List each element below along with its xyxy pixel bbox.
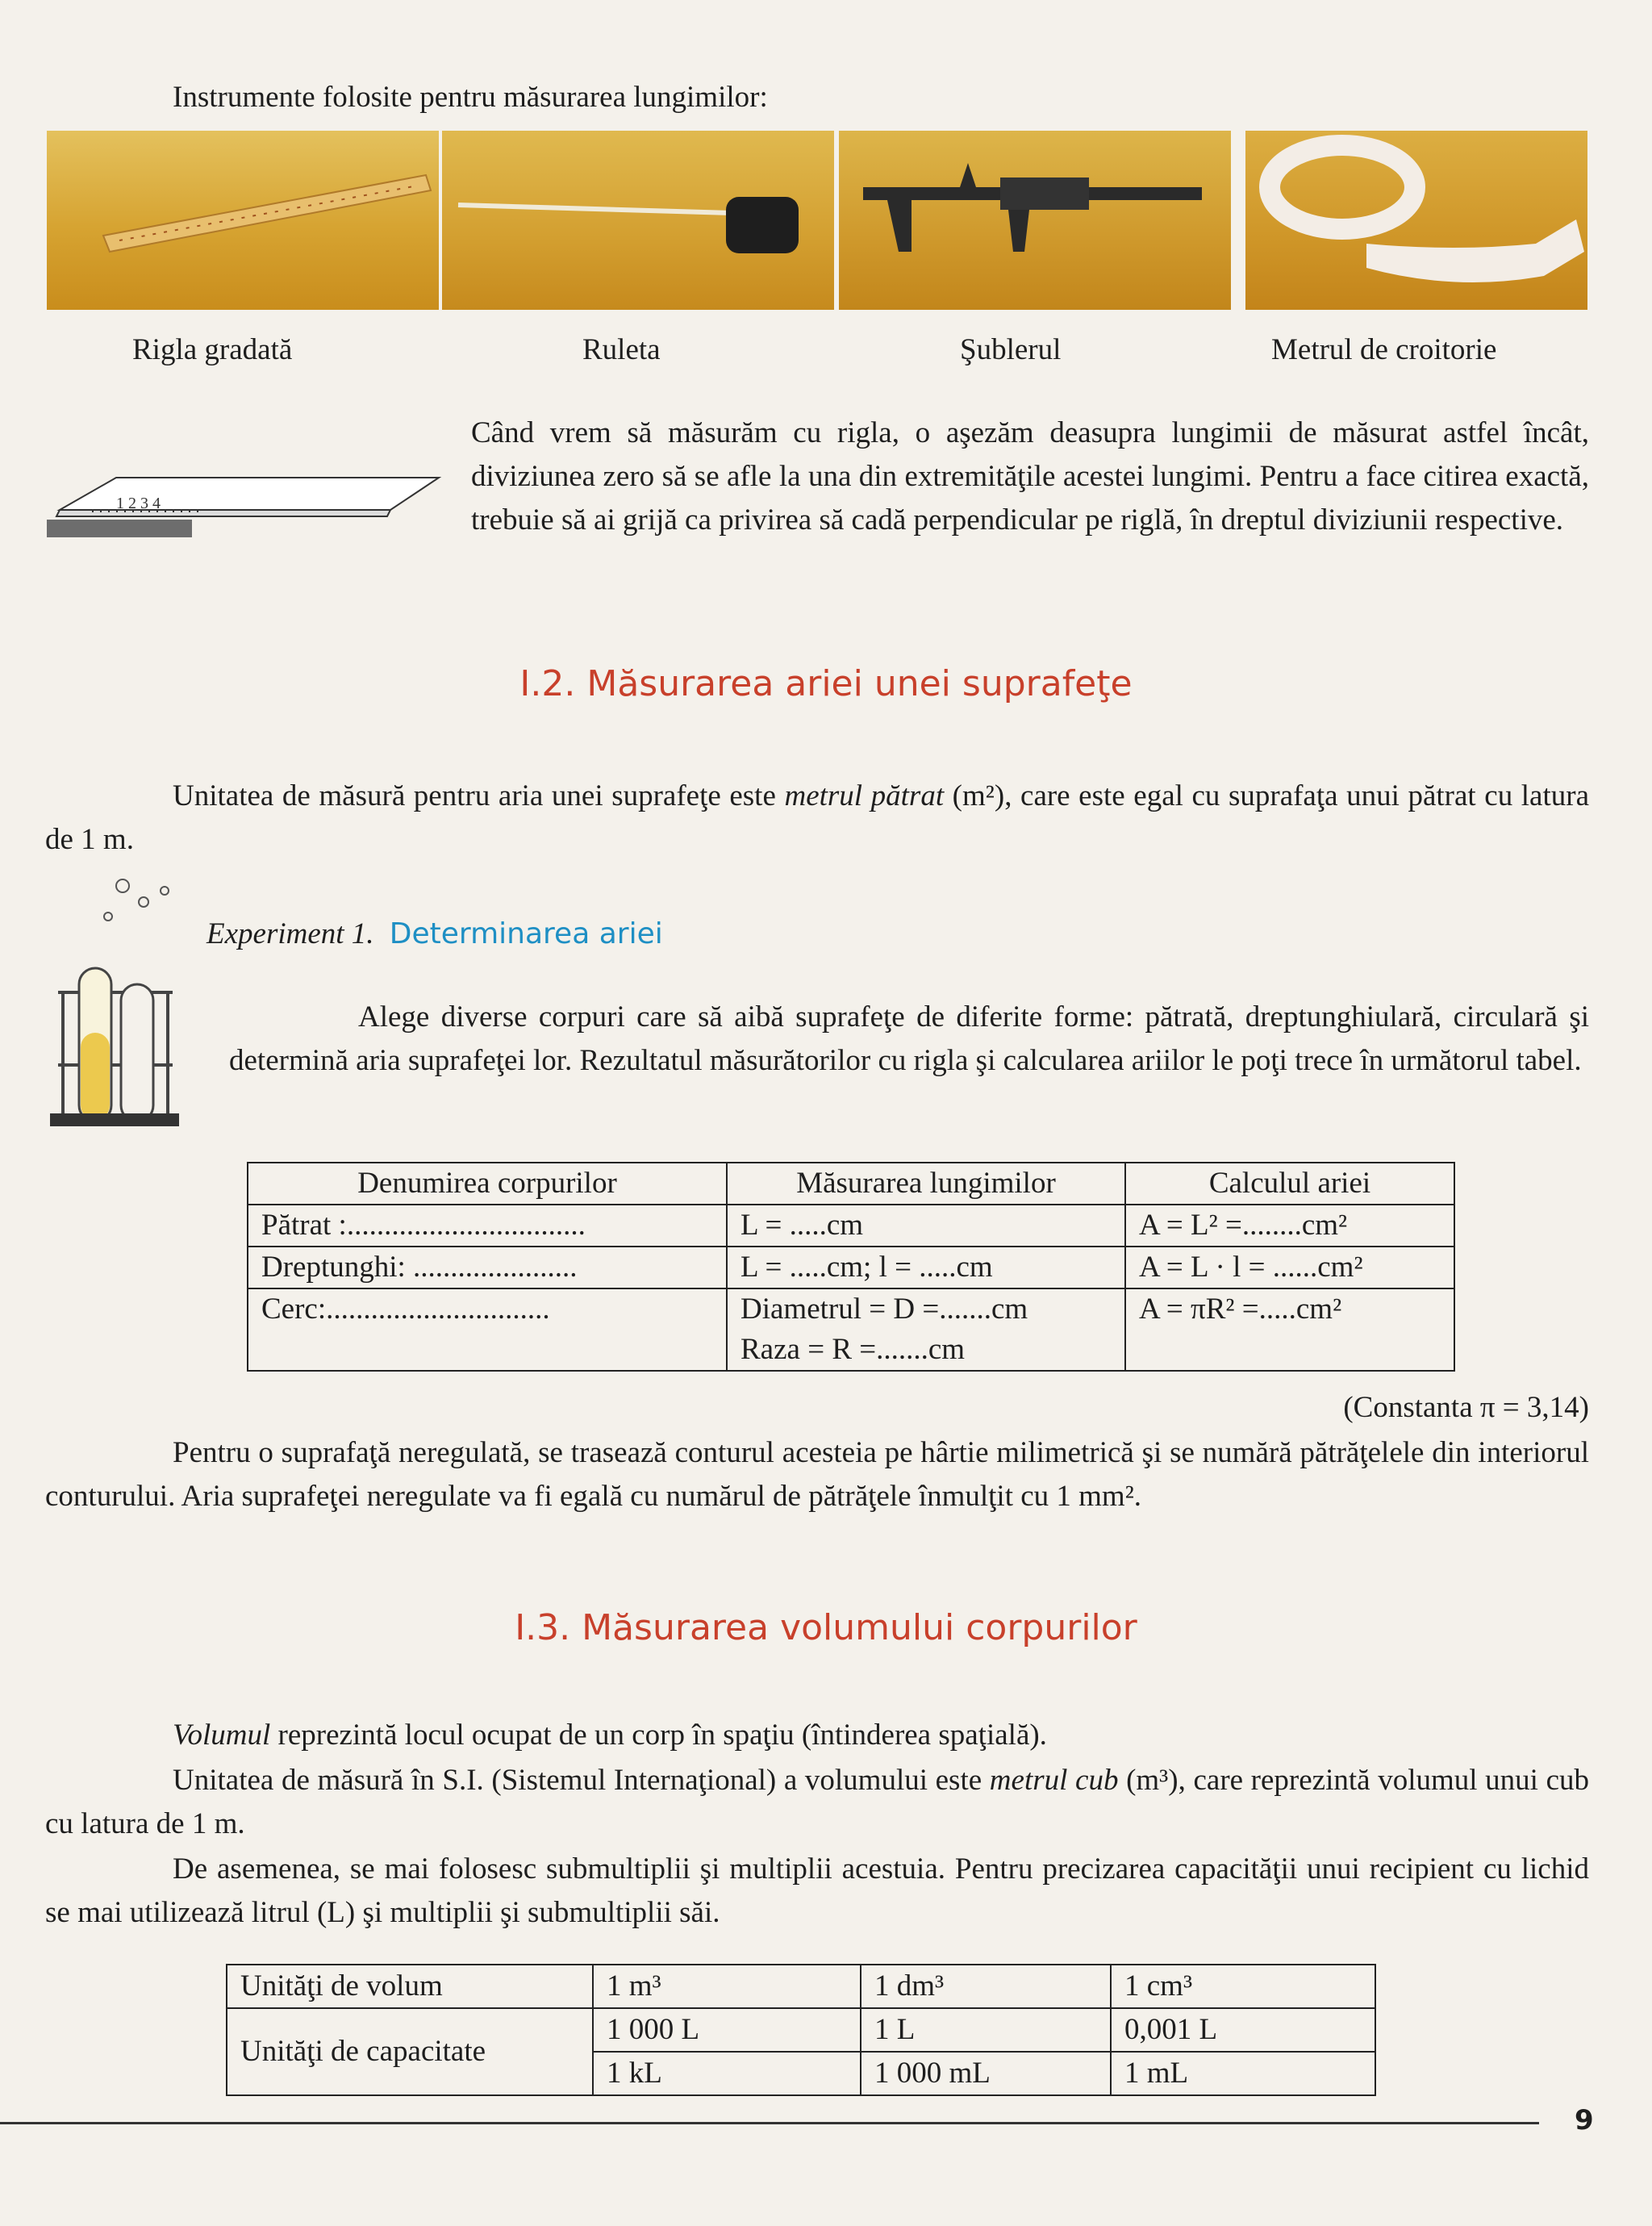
experiment-text: Alege diverse corpuri care să aibă suprafeţe de diferite forme: pătrată, dreptunghiulară, circulară şi determină aria suprafeţei lor. Rezultatul măsurătorilor cu rigla şi calcularea ariilor le poţi trece în următorul tabel. bbox=[229, 1000, 1589, 1077]
volume-definition-rest: reprezintă locul ocupat de un corp în spaţiu (întinderea spaţială). bbox=[270, 1719, 1047, 1752]
caliper-photo bbox=[839, 131, 1231, 310]
area-unit-term: metrul pătrat bbox=[784, 779, 945, 812]
ruler-drawing-icon bbox=[44, 460, 447, 549]
caption-metru-croitorie: Metrul de croitorie bbox=[1271, 333, 1497, 366]
tape-measure-photo bbox=[442, 131, 834, 310]
footer-rule bbox=[0, 2122, 1539, 2124]
vol-unit-m3: 1 m³ bbox=[593, 1965, 861, 2008]
row-cerc-name: Cerc:.............................. bbox=[248, 1288, 727, 1371]
experiment-title: Determinarea ariei bbox=[389, 917, 663, 950]
volume-si-before: Unitatea de măsură în S.I. (Sistemul Internaţional) a volumului este bbox=[173, 1764, 990, 1797]
row-dreptunghi-measure: L = .....cm; l = .....cm bbox=[727, 1247, 1125, 1288]
ruler-photo bbox=[47, 131, 439, 310]
ruler-tick-labels: 1 2 3 4 bbox=[116, 495, 161, 512]
caption-subler: Şublerul bbox=[960, 333, 1062, 366]
page-number: 9 bbox=[1575, 2104, 1594, 2136]
irregular-surface-paragraph: Pentru o suprafaţă neregulată, se trasează conturul acesteia pe hârtie milimetrică şi se numără pătrăţelele din interiorul conturului. Aria suprafeţei neregulate va fi egală cu numărul de pătrăţele înmulţit cu 1 mm². bbox=[45, 1436, 1589, 1513]
table-row bbox=[227, 1965, 1375, 2008]
volume-multiples-paragraph: De asemenea, se mai folosesc submultiplii şi multiplii acestuia. Pentru precizarea capacităţii unui recipient cu lichid se mai utilizează litrul (L) şi multiplii şi submultiplii săi. bbox=[45, 1852, 1589, 1929]
row-patrat-name: Pătrat :................................ bbox=[248, 1205, 727, 1247]
volume-definition bbox=[173, 1714, 1047, 1757]
table-row bbox=[248, 1205, 1454, 1247]
vol-units-label: Unităţi de volum bbox=[227, 1965, 593, 2008]
row-dreptunghi-name: Dreptunghi: ...................... bbox=[248, 1247, 727, 1288]
caliper-icon bbox=[839, 131, 1231, 310]
table-row bbox=[248, 1288, 1454, 1371]
cap-1l: 1 L bbox=[861, 2008, 1111, 2052]
cap-1000ml: 1 000 mL bbox=[861, 2052, 1111, 2095]
row-cerc-area: A = πR² =.....cm² bbox=[1125, 1288, 1454, 1371]
test-tubes-icon bbox=[44, 871, 181, 1138]
experiment-illustration bbox=[44, 871, 181, 1138]
area-unit-text-before: Unitatea de măsură pentru aria unei suprafeţe este bbox=[173, 779, 785, 812]
tailor-tape-photo bbox=[1245, 131, 1587, 310]
experiment-heading bbox=[206, 917, 663, 951]
area-table bbox=[247, 1162, 1455, 1372]
tape-measure-icon bbox=[442, 131, 834, 310]
section-title-area: I.2. Măsurarea ariei unei suprafeţe bbox=[519, 663, 1133, 704]
caption-ruleta: Ruleta bbox=[582, 333, 661, 366]
row-cerc-diameter: Diametrul = D =.......cm bbox=[740, 1293, 1028, 1326]
header-denumire: Denumirea corpurilor bbox=[248, 1163, 727, 1205]
volume-term: Volumul bbox=[173, 1719, 271, 1752]
header-masurare: Măsurarea lungimilor bbox=[727, 1163, 1125, 1205]
area-unit-paragraph bbox=[45, 775, 1589, 862]
cap-1000l: 1 000 L bbox=[593, 2008, 861, 2052]
header-calcul: Calculul ariei bbox=[1125, 1163, 1454, 1205]
cap-0001l: 0,001 L bbox=[1111, 2008, 1375, 2052]
volume-table bbox=[226, 1964, 1376, 2096]
ruler-icon bbox=[47, 131, 439, 310]
cap-1ml: 1 mL bbox=[1111, 2052, 1375, 2095]
cap-1kl: 1 kL bbox=[593, 2052, 861, 2095]
volume-si-paragraph bbox=[45, 1759, 1589, 1846]
experiment-label: Experiment 1. bbox=[206, 917, 374, 950]
section-title-volume: I.3. Măsurarea volumului corpurilor bbox=[515, 1607, 1137, 1648]
pi-constant-note: (Constanta π = 3,14) bbox=[1343, 1391, 1589, 1424]
area-unit-text-after: (m²), care este egal cu suprafaţa unui pătrat cu latura de 1 m. bbox=[45, 779, 1589, 856]
vol-unit-cm3: 1 cm³ bbox=[1111, 1965, 1375, 2008]
instruments-intro: Instrumente folosite pentru măsurarea lungimilor: bbox=[173, 81, 768, 114]
vol-unit-dm3: 1 dm³ bbox=[861, 1965, 1111, 2008]
row-dreptunghi-area: A = L · l = ......cm² bbox=[1125, 1247, 1454, 1288]
row-cerc-measure bbox=[727, 1288, 1125, 1371]
row-patrat-area: A = L² =........cm² bbox=[1125, 1205, 1454, 1247]
row-cerc-radius: Raza = R =.......cm bbox=[740, 1333, 966, 1366]
table-row bbox=[227, 2008, 1375, 2052]
table-row bbox=[248, 1247, 1454, 1288]
volume-si-after: (m³), care reprezintă volumul unui cub cu latura de 1 m. bbox=[45, 1764, 1589, 1840]
table-header-row bbox=[248, 1163, 1454, 1205]
volume-si-term: metrul cub bbox=[989, 1764, 1119, 1797]
row-patrat-measure: L = .....cm bbox=[727, 1205, 1125, 1247]
cap-units-label: Unităţi de capacitate bbox=[227, 2008, 593, 2095]
ruler-diagram bbox=[44, 460, 447, 549]
tailor-tape-icon bbox=[1245, 131, 1587, 310]
caption-rigla: Rigla gradată bbox=[132, 333, 293, 366]
ruler-paragraph: Când vrem să măsurăm cu rigla, o aşezăm deasupra lungimii de măsurat astfel încât, diviziunea zero să se afle la una din extremităţile acestei lungimi. Pentru a face citirea exactă, trebuie să ai grijă ca privirea să cadă perpendicular pe riglă, în dreptul diviziunii respective. bbox=[471, 416, 1589, 537]
